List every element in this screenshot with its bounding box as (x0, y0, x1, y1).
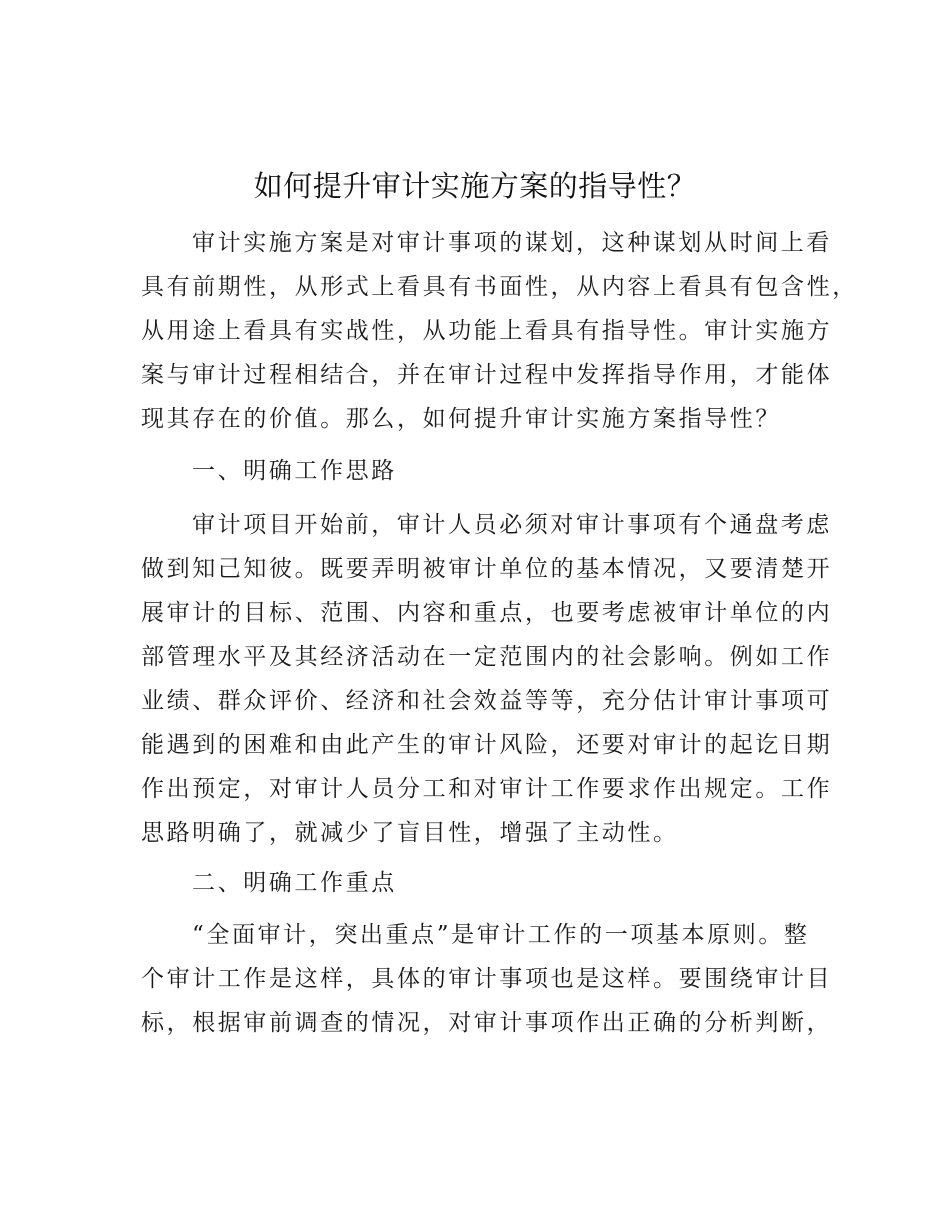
paragraph-line: 作出预定，对审计人员分工和对审计工作要求作出规定。工作 (141, 776, 833, 802)
paragraph-line: 展审计的目标、范围、内容和重点，也要考虑被审计单位的内 (141, 600, 833, 626)
paragraph-line: 部管理水平及其经济活动在一定范围内的社会影响。例如工作 (141, 644, 833, 670)
paragraph-line: 个审计工作是这样，具体的审计事项也是这样。要围绕审计目 (141, 966, 833, 992)
paragraph-line: 案与审计过程相结合，并在审计过程中发挥指导作用，才能体 (141, 362, 833, 388)
paragraph-line: 做到知己知彼。既要弄明被审计单位的基本情况，又要清楚开 (141, 556, 833, 582)
paragraph-line: 能遇到的困难和由此产生的审计风险，还要对审计的起讫日期 (141, 732, 833, 758)
paragraph-line: 标，根据审前调查的情况，对审计事项作出正确的分析判断， (141, 1010, 833, 1036)
section-heading-1: 一、明确工作思路 (192, 458, 397, 484)
section-heading-2: 二、明确工作重点 (192, 870, 397, 896)
paragraph-line: 从用途上看具有实战性，从功能上看具有指导性。审计实施方 (141, 318, 833, 344)
paragraph-line: 现其存在的价值。那么，如何提升审计实施方案指导性？ (141, 406, 781, 432)
paragraph-line: 思路明确了，就减少了盲目性，增强了主动性。 (141, 820, 679, 846)
paragraph-line: 审计项目开始前，审计人员必须对审计事项有个通盘考虑 (192, 512, 832, 538)
paragraph-line: “全面审计，突出重点”是审计工作的一项基本原则。整 (192, 922, 810, 948)
paragraph-line: 业绩、群众评价、经济和社会效益等等，充分估计审计事项可 (141, 688, 833, 714)
document-title: 如何提升审计实施方案的指导性？ (253, 169, 697, 203)
paragraph-line: 具有前期性，从形式上看具有书面性，从内容上看具有包含性， (141, 274, 858, 300)
paragraph-line: 审计实施方案是对审计事项的谋划，这种谋划从时间上看 (192, 230, 832, 256)
